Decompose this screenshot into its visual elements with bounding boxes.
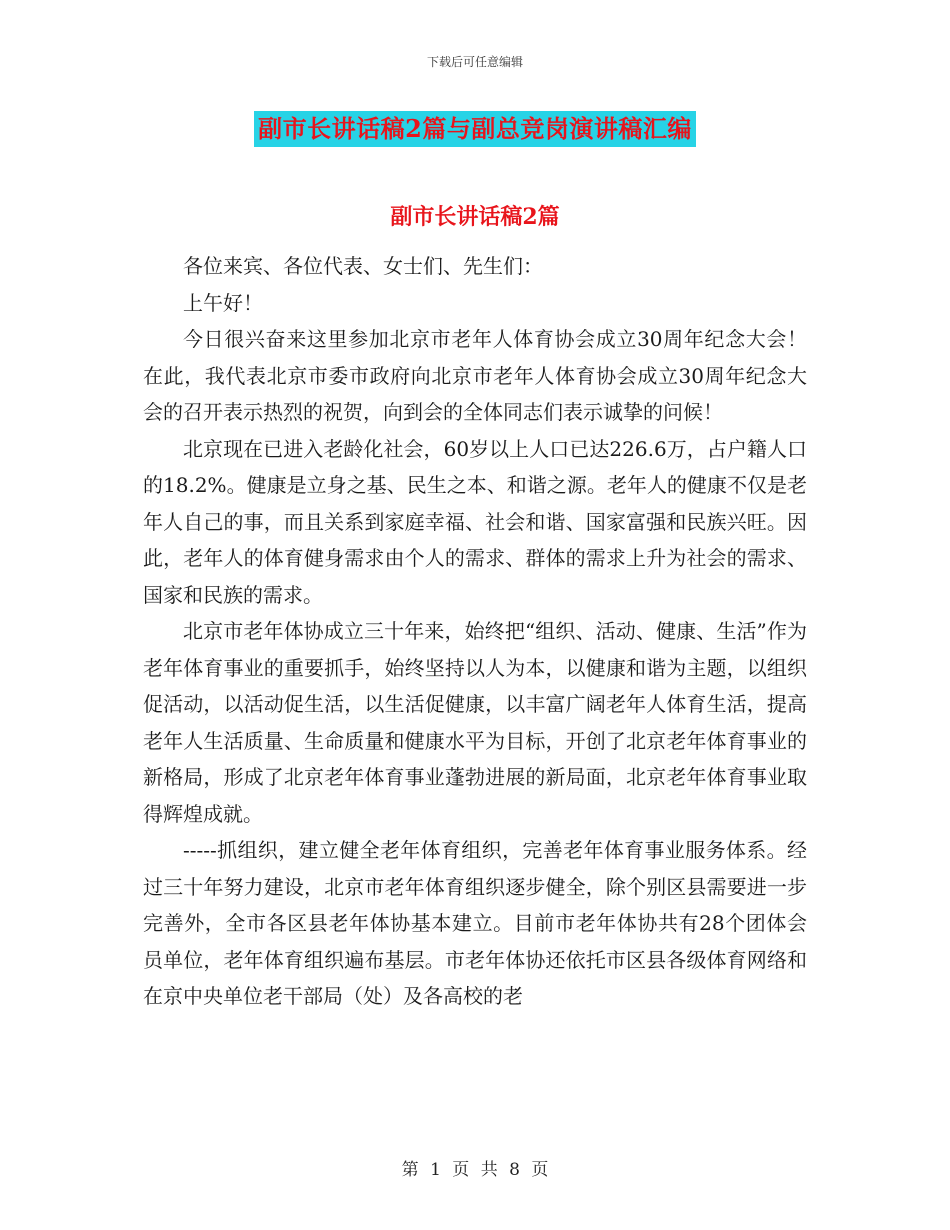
main-title-text: 副市长讲话稿2篇与副总竞岗演讲稿汇编 xyxy=(254,111,696,147)
document-main-title xyxy=(0,111,950,147)
page-number: 第 1 页 共 8 页 xyxy=(401,1160,549,1180)
section-title: 副市长讲话稿2篇 xyxy=(390,204,560,230)
paragraph: 北京现在已进入老龄化社会，60岁以上人口已达226.6万，占户籍人口的18.2%。健康是立身之基、民生之本、和谐之源。老年人的健康不仅是老年人自己的事，而且关系到家庭幸福、社会和谐、国家富强和民族兴旺。因此，老年人的体育健身需求由个人的需求、群体的需求上升为社会的需求、国家和民族的需求。 xyxy=(143,436,807,607)
paragraph: 北京市老年体协成立三十年来，始终把“组织、活动、健康、生活”作为老年体育事业的重要抓手，始终坚持以人为本，以健康和谐为主题，以组织促活动，以活动促生活，以生活促健康，以丰富广阔老年人体育生活，提高老年人生活质量、生命质量和健康水平为目标，开创了北京老年体育事业的新格局，形成了北京老年体育事业蓬勃进展的新局面，北京老年体育事业取得辉煌成就。 xyxy=(143,619,807,826)
paragraph: 今日很兴奋来这里参加北京市老年人体育协会成立30周年纪念大会！在此，我代表北京市委市政府向北京市老年人体育协会成立30周年纪念大会的召开表示热烈的祝贺，向到会的全体同志们表示诚挚的问候！ xyxy=(143,327,807,424)
page-header-note: 下载后可任意编辑 xyxy=(426,55,523,69)
paragraph: -----抓组织，建立健全老年体育组织，完善老年体育事业服务体系。经过三十年努力建设，北京市老年体育组织逐步健全，除个别区县需要进一步完善外，全市各区县老年体协基本建立。目前市老年体协共有28个团体会员单位，老年体育组织遍布基层。市老年体协还依托市区县各级体育网络和在京中央单位老干部局（处）及各高校的老 xyxy=(143,838,807,1008)
paragraph-greeting: 上午好！ xyxy=(183,290,263,315)
document-body xyxy=(143,248,807,1015)
paragraph-salutation: 各位来宾、各位代表、女士们、先生们： xyxy=(183,254,543,278)
